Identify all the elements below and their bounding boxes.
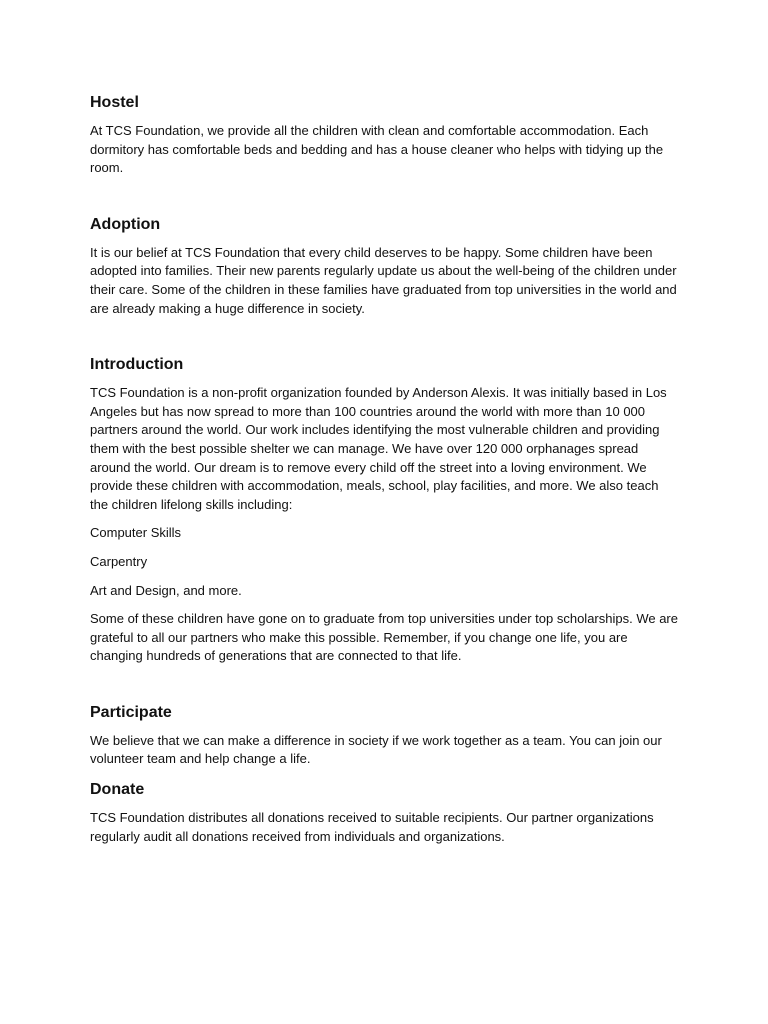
paragraph-introduction: TCS Foundation is a non-profit organization founded by Anderson Alexis. It was initially based in Los Angeles but has now spread to more than 100 countries around the world with more than 10 000 partners around the world. Our work includes identifying the most vulnerable children and providing them with the best possible shelter we can manage. We have over 120 000 orphanages spread around the world. Our dream is to remove every child off the street into a loving environment. We provide these children with accommodation, meals, school, play facilities, and more. We also teach the children lifelong skills including:	[90, 385, 667, 512]
heading-adoption: Adoption	[90, 215, 161, 233]
section-donate	[90, 779, 680, 846]
skill-item-computer: Computer Skills	[90, 525, 182, 541]
section-adoption	[90, 214, 680, 318]
paragraph-introduction-closing: Some of these children have gone on to graduate from top universities under top scholarships. We are grateful to all our partners who make this possible. Remember, if you change one life, you are changing hundreds of generations that are connected to that life.	[90, 611, 678, 664]
section-participate	[90, 702, 680, 769]
heading-introduction: Introduction	[90, 356, 184, 374]
skill-item-art-design: Art and Design, and more.	[90, 582, 242, 598]
skill-item-carpentry: Carpentry	[90, 553, 148, 569]
paragraph-hostel: At TCS Foundation, we provide all the children with clean and comfortable accommodation. Each dormitory has comfortable beds and bedding and has a house cleaner who helps with tidying up the room.	[90, 123, 664, 176]
heading-hostel: Hostel	[90, 94, 139, 111]
paragraph-participate: We believe that we can make a difference in society if we work together as a team. You can join our volunteer team and help change a life.	[90, 732, 662, 767]
heading-participate: Participate	[90, 703, 172, 721]
heading-donate: Donate	[90, 781, 145, 799]
paragraph-adoption: It is our belief at TCS Foundation that every child deserves to be happy. Some children have been adopted into families. Their new parents regularly update us about the well-being of the children under their care. Some of the children in these families have graduated from top universities in the world and are already making a huge difference in society.	[90, 244, 677, 316]
section-introduction	[90, 354, 680, 666]
paragraph-donate: TCS Foundation distributes all donations received to suitable recipients. Our partner organizations regularly audit all donations received from individuals and organizations.	[90, 810, 654, 844]
section-hostel	[90, 92, 680, 178]
